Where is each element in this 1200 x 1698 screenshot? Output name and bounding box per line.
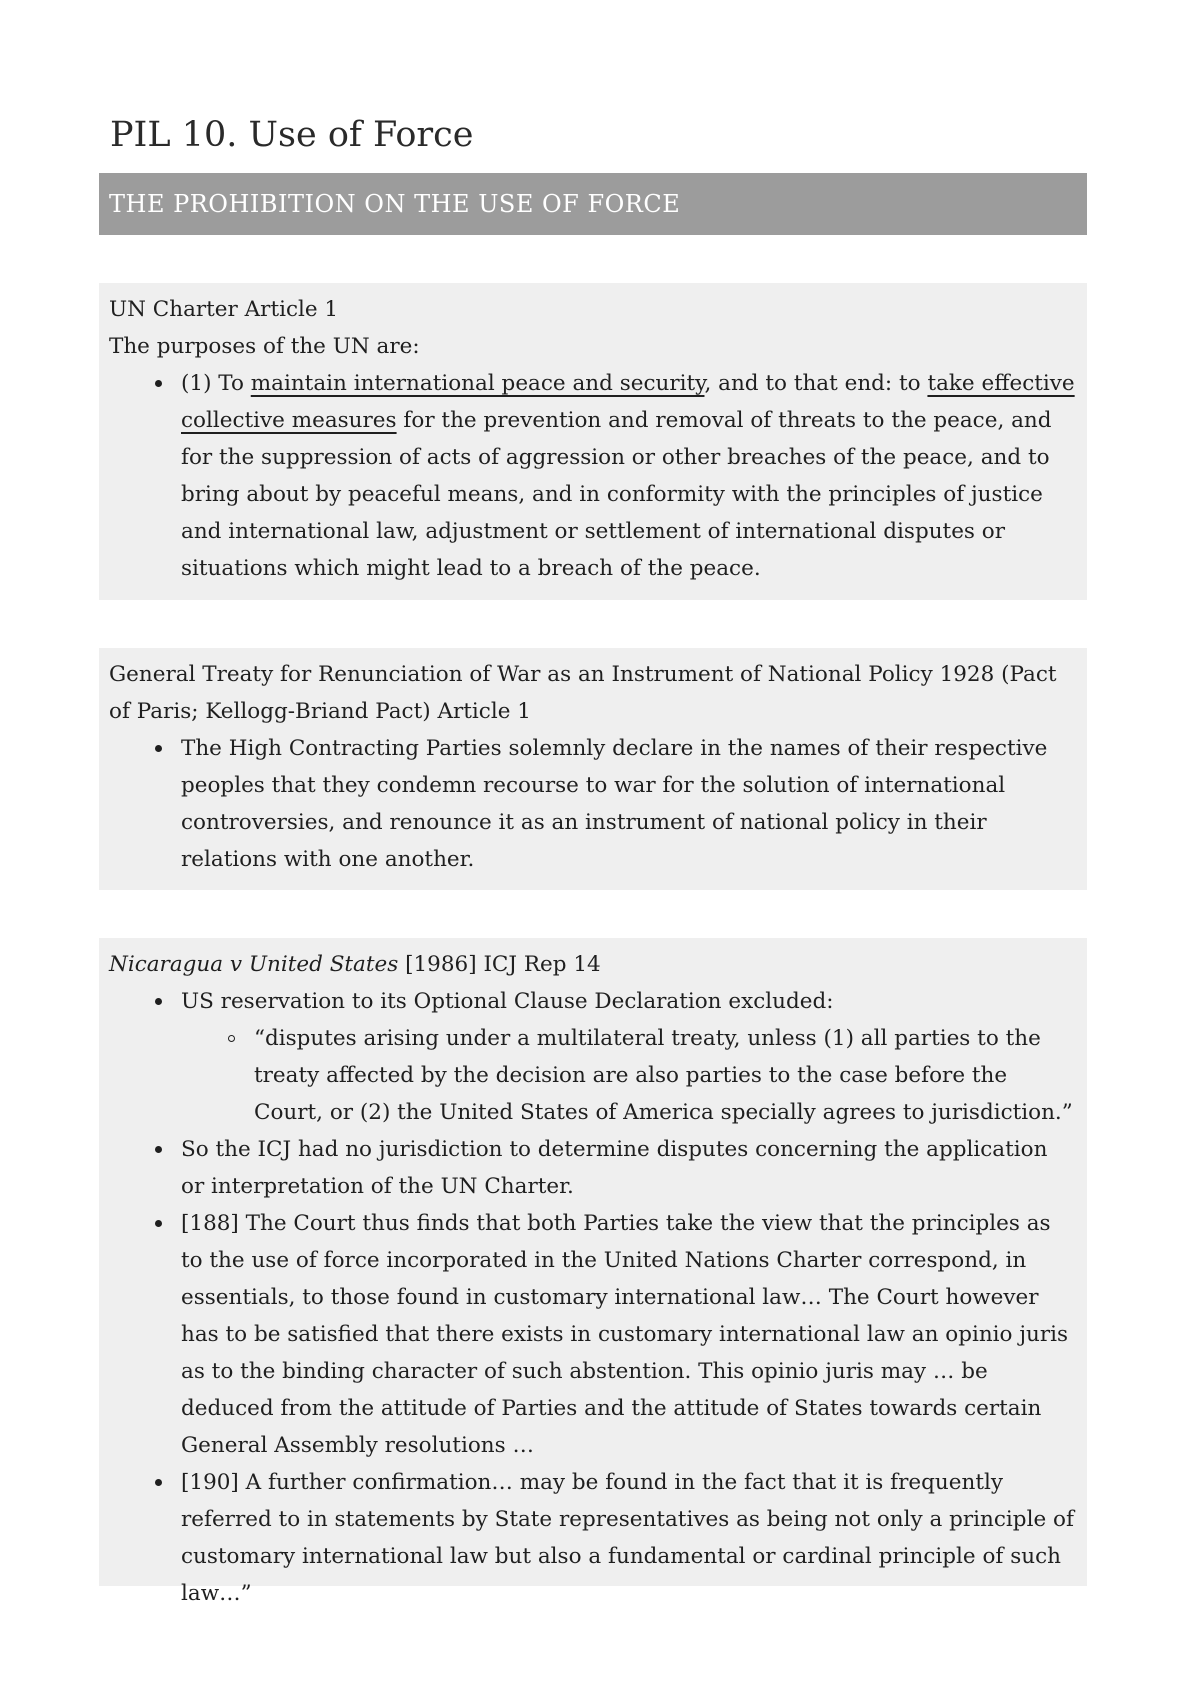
kellogg-briand-box <box>99 648 1087 890</box>
box-intro: The purposes of the UN are: <box>109 334 420 359</box>
box-heading: UN Charter Article 1 <box>109 297 339 322</box>
bullet-list <box>109 365 1077 587</box>
list-item <box>109 365 1077 587</box>
box-heading: General Treaty for Renunciation of War as an Instrument of National Policy 1928 (Pact of Paris; Kellogg-Briand Pact) Article 1 <box>109 662 1057 724</box>
bullet-list <box>109 983 1077 1612</box>
list-item: The High Contracting Parties solemnly declare in the names of their respective peoples that they condemn recourse to war for the solution of international controversies, and renounce it as an instrument of national policy in their relations with one another. <box>109 730 1077 878</box>
list-item: US reservation to its Optional Clause Declaration excluded: <box>109 983 1077 1020</box>
un-charter-box <box>99 283 1087 600</box>
list-item: [188] The Court thus finds that both Parties take the view that the principles as to the use of force incorporated in the United Nations Charter correspond, in essentials, to those found in customary international law… The Court however has to be satisfied that there exists in customary international law an opinio juris as to the binding character of such abstention. This opinio juris may … be deduced from the attitude of Parties and the attitude of States towards certain General Assembly resolutions … <box>109 1205 1077 1464</box>
text-segment: for the prevention and removal of threats to the peace, and for the suppression of acts of aggression or other breaches of the peace, and to bring about by peaceful means, and in conformity with the principles of justice and international law, adjustment or settlement of international disputes or situations which might lead to a breach of the peace. <box>181 408 1052 581</box>
text-segment: (1) To <box>181 371 251 396</box>
list-item: So the ICJ had no jurisdiction to determine disputes concerning the application or interpretation of the UN Charter. <box>109 1131 1077 1205</box>
box-heading <box>109 946 1077 983</box>
nicaragua-case-box <box>99 938 1087 1606</box>
list-item: [190] A further confirmation… may be found in the fact that it is frequently referred to in statements by State representatives as being not only a principle of customary international law but also a fundamental or cardinal principle of such law…” <box>109 1464 1077 1612</box>
underlined-text: take effective collective measures <box>181 371 1075 433</box>
text-segment: , and to that end: to <box>704 371 928 396</box>
case-citation: [1986] ICJ Rep 14 <box>398 952 601 977</box>
case-name: Nicaragua v United States <box>109 952 399 977</box>
page-title: PIL 10. Use of Force <box>110 115 474 155</box>
bullet-list <box>109 730 1077 878</box>
sub-list-item: “disputes arising under a multilateral treaty, unless (1) all parties to the treaty affected by the decision are also parties to the case before the Court, or (2) the United States of America specially agrees to jurisdiction.” <box>109 1020 1077 1131</box>
section-banner: THE PROHIBITION ON THE USE OF FORCE <box>99 173 1087 235</box>
underlined-text: maintain international peace and security <box>250 371 705 396</box>
